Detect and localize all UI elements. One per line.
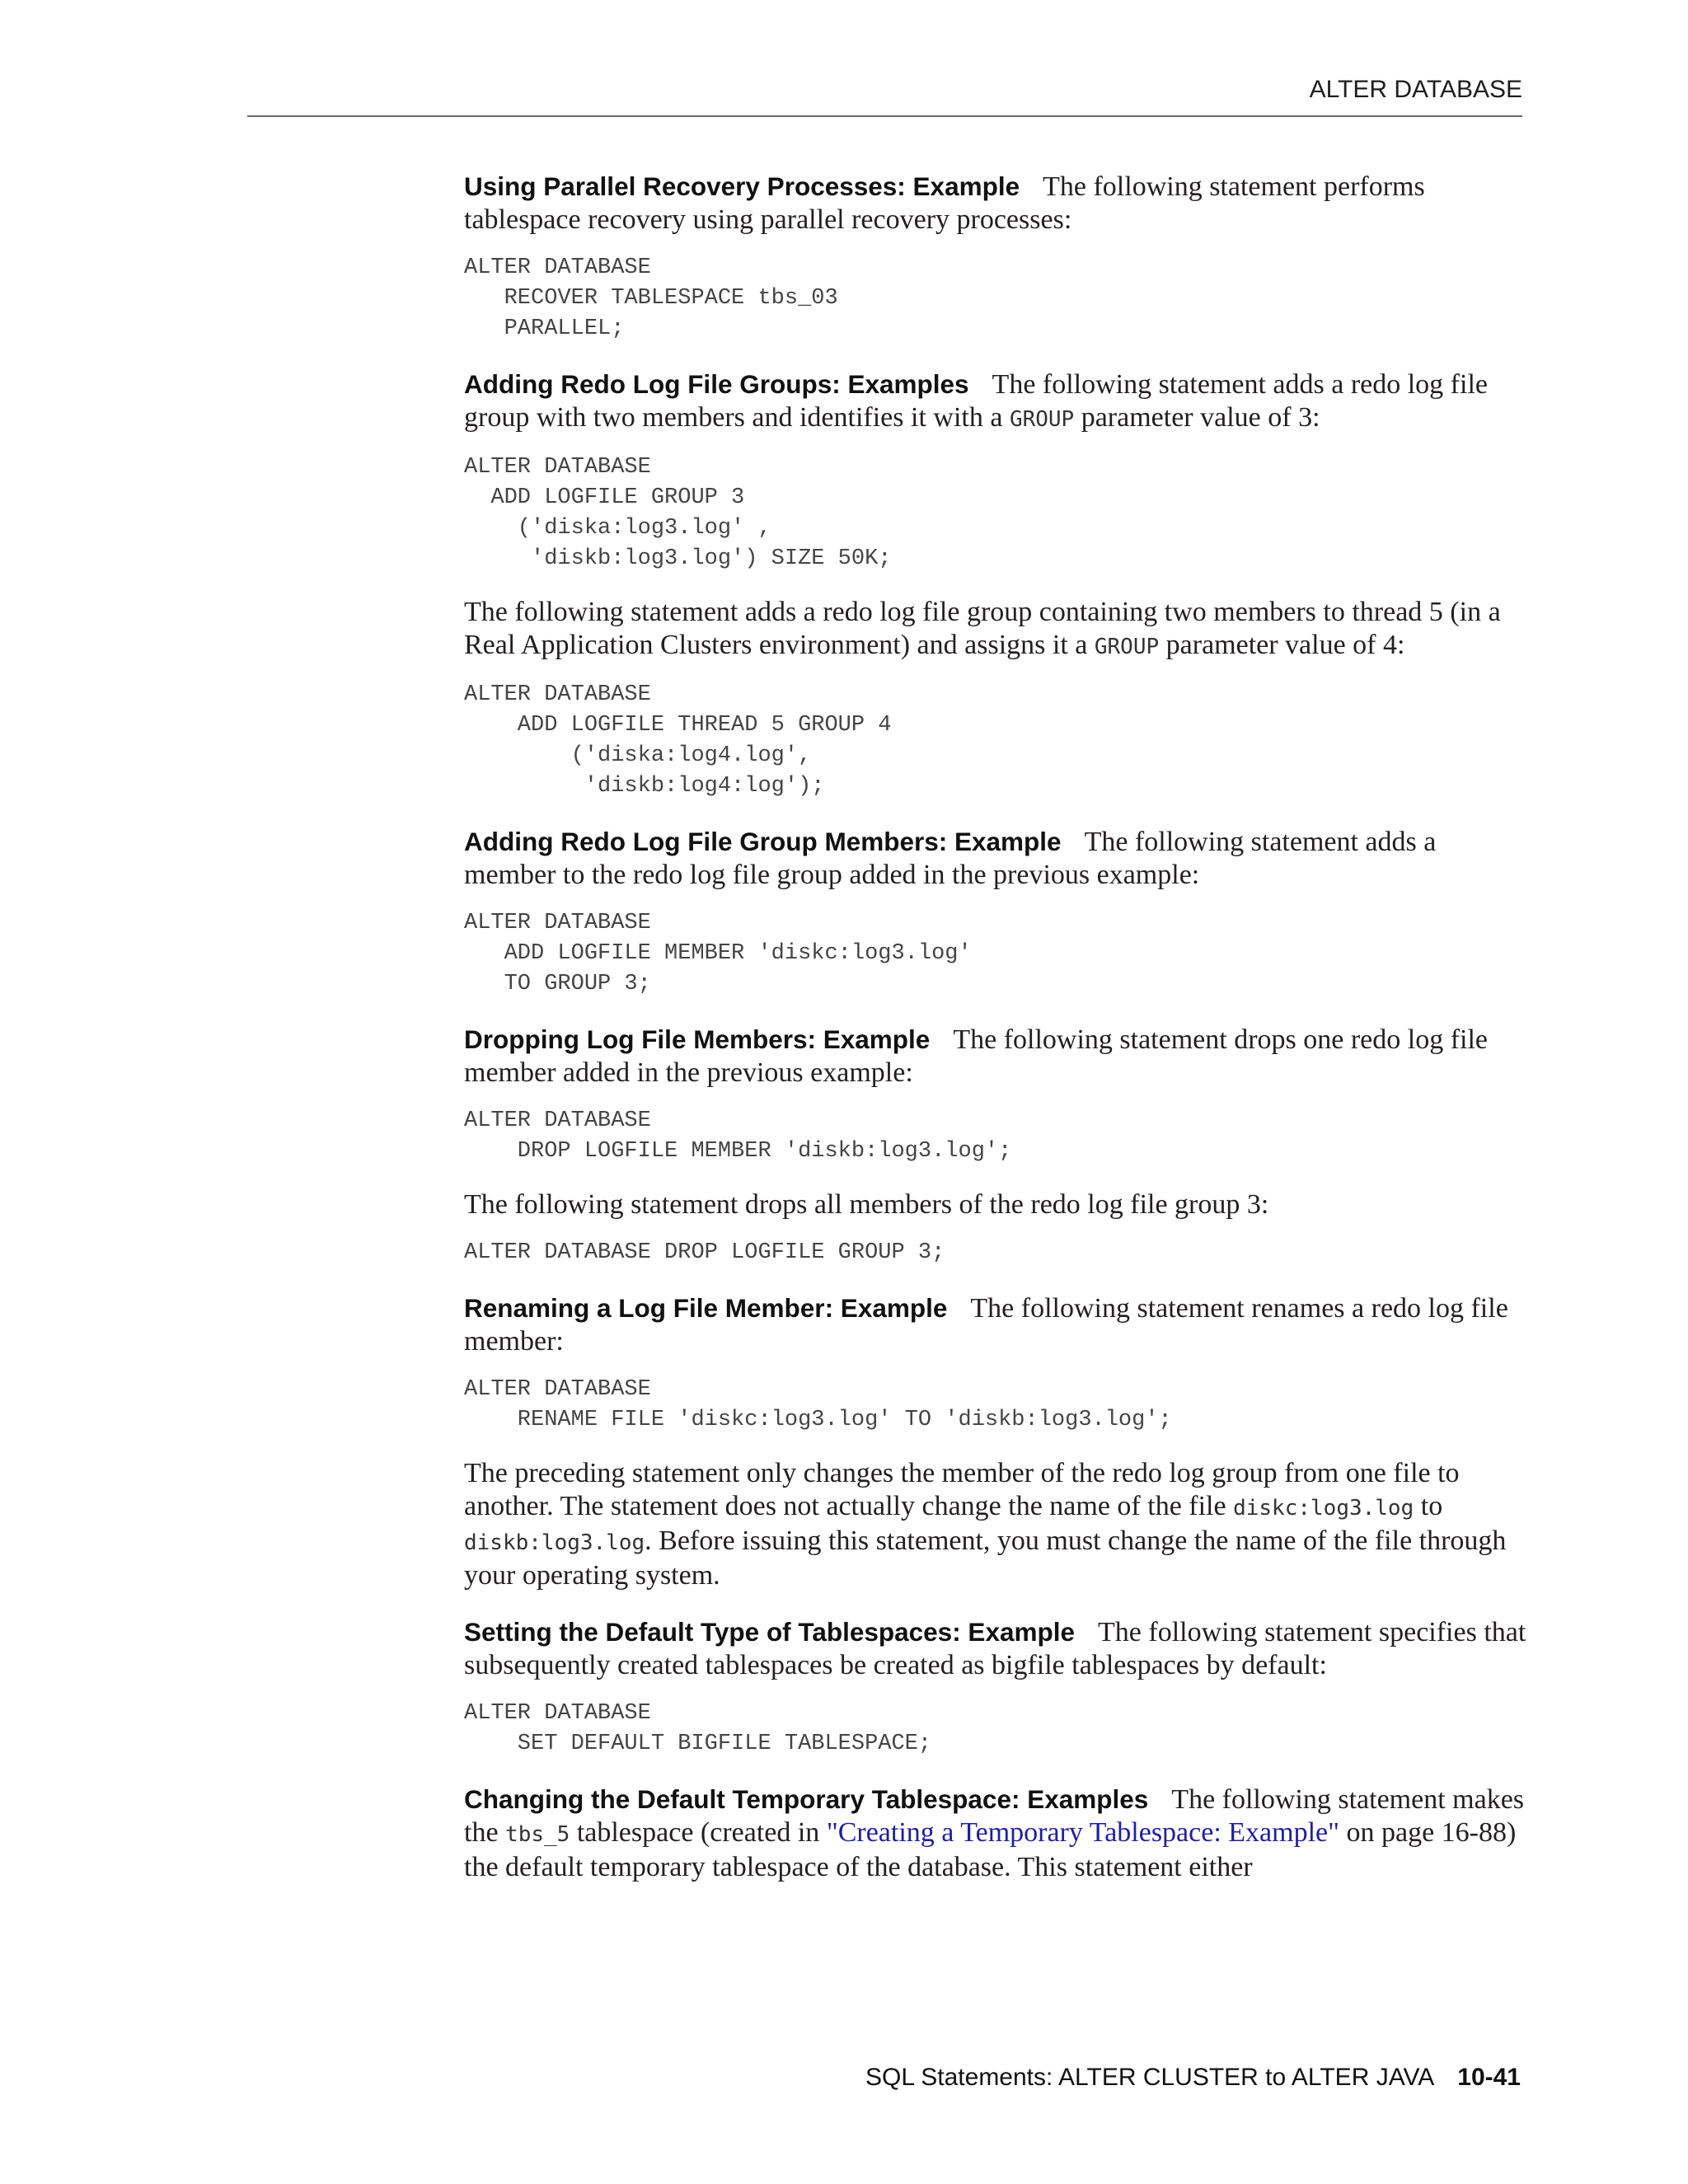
body-text: parameter value of 4:	[1165, 630, 1405, 660]
inline-code: diskc:log3.log	[1233, 1496, 1414, 1521]
section-drop-members	[464, 1023, 1527, 1090]
section-add-members	[464, 825, 1527, 892]
section-heading: Renaming a Log File Member: Example	[464, 1293, 948, 1323]
paragraph	[464, 1457, 1527, 1592]
page-content	[464, 170, 1527, 1884]
body-text: The following statement makes the	[464, 1784, 1525, 1848]
body-text: The following statement specifies that subsequently created tablespaces be created as bigfile tablespaces by default:	[464, 1617, 1526, 1680]
body-text: tablespace (created in	[576, 1817, 820, 1848]
body-text: The preceding statement only changes the member of the redo log group from one file to another. The statement does not actually change the name of the file	[464, 1458, 1460, 1521]
inline-code: diskb:log3.log	[464, 1530, 645, 1555]
body-text: The following statement drops one redo log file member added in the previous example:	[464, 1024, 1489, 1088]
body-text: . Before issuing this statement, you must change the name of the file through your operating system.	[464, 1526, 1507, 1591]
page-number: 10-41	[1457, 2064, 1521, 2091]
section-default-temp	[464, 1783, 1527, 1884]
body-text: The following statement adds a member to the redo log file group added in the previous example:	[464, 827, 1437, 890]
body-text: on page 16-88) the default temporary tablespace of the database. This statement either	[464, 1817, 1517, 1882]
section-add-log-groups	[464, 368, 1527, 436]
code-example: ALTER DATABASE RENAME FILE 'diskc:log3.log' TO 'diskb:log3.log';	[464, 1377, 1172, 1432]
section-default-type	[464, 1615, 1527, 1682]
body-text: The following statement renames a redo log file member:	[464, 1293, 1508, 1357]
body-text: to	[1420, 1491, 1443, 1521]
body-text: The following statement drops all members of the redo log file group 3:	[464, 1189, 1269, 1220]
code-example: ALTER DATABASE ADD LOGFILE THREAD 5 GROUP 4 ('diska:log4.log', 'diskb:log4:log');	[464, 682, 892, 799]
code-example: ALTER DATABASE RECOVER TABLESPACE tbs_03 PARALLEL;	[464, 255, 838, 341]
inline-code: GROUP	[1009, 407, 1075, 432]
paragraph	[464, 596, 1527, 663]
code-example: ALTER DATABASE ADD LOGFILE MEMBER 'diskc:log3.log' TO GROUP 3;	[464, 911, 972, 996]
body-text: The following statement performs tablespace recovery using parallel recovery processes:	[464, 171, 1425, 235]
cross-reference-link[interactable]: "Creating a Temporary Tablespace: Example"	[826, 1817, 1339, 1848]
body-text: parameter value of 3:	[1081, 402, 1320, 433]
section-rename-member	[464, 1291, 1527, 1358]
section-heading: Setting the Default Type of Tablespaces: Example	[464, 1617, 1076, 1647]
body-text: The following statement adds a redo log file group with two members and identifies it with a	[464, 369, 1488, 433]
inline-code: tbs_5	[505, 1822, 570, 1847]
code-example: ALTER DATABASE DROP LOGFILE MEMBER 'diskb:log3.log';	[464, 1108, 1012, 1164]
body-text: The following statement adds a redo log file group containing two members to thread 5 (in a Real Application Clusters environment) and assigns it a	[464, 597, 1501, 660]
running-header	[247, 73, 1522, 117]
footer-title: SQL Statements: ALTER CLUSTER to ALTER JAVA	[865, 2064, 1435, 2091]
inline-code: GROUP	[1094, 635, 1160, 659]
section-parallel-recovery	[464, 170, 1527, 237]
page-footer	[865, 2064, 1521, 2092]
code-example: ALTER DATABASE SET DEFAULT BIGFILE TABLESPACE;	[464, 1701, 932, 1756]
code-example: ALTER DATABASE DROP LOGFILE GROUP 3;	[464, 1240, 945, 1265]
section-heading: Using Parallel Recovery Processes: Example	[464, 171, 1020, 201]
paragraph	[464, 1188, 1527, 1221]
section-heading: Adding Redo Log File Groups: Examples	[464, 369, 969, 399]
section-heading: Adding Redo Log File Group Members: Example	[464, 827, 1062, 856]
running-header-title: ALTER DATABASE	[1309, 76, 1522, 103]
section-heading: Dropping Log File Members: Example	[464, 1024, 931, 1054]
section-heading: Changing the Default Temporary Tablespace: Examples	[464, 1784, 1149, 1814]
code-example: ALTER DATABASE ADD LOGFILE GROUP 3 ('diska:log3.log' , 'diskb:log3.log') SIZE 50K;	[464, 455, 892, 571]
